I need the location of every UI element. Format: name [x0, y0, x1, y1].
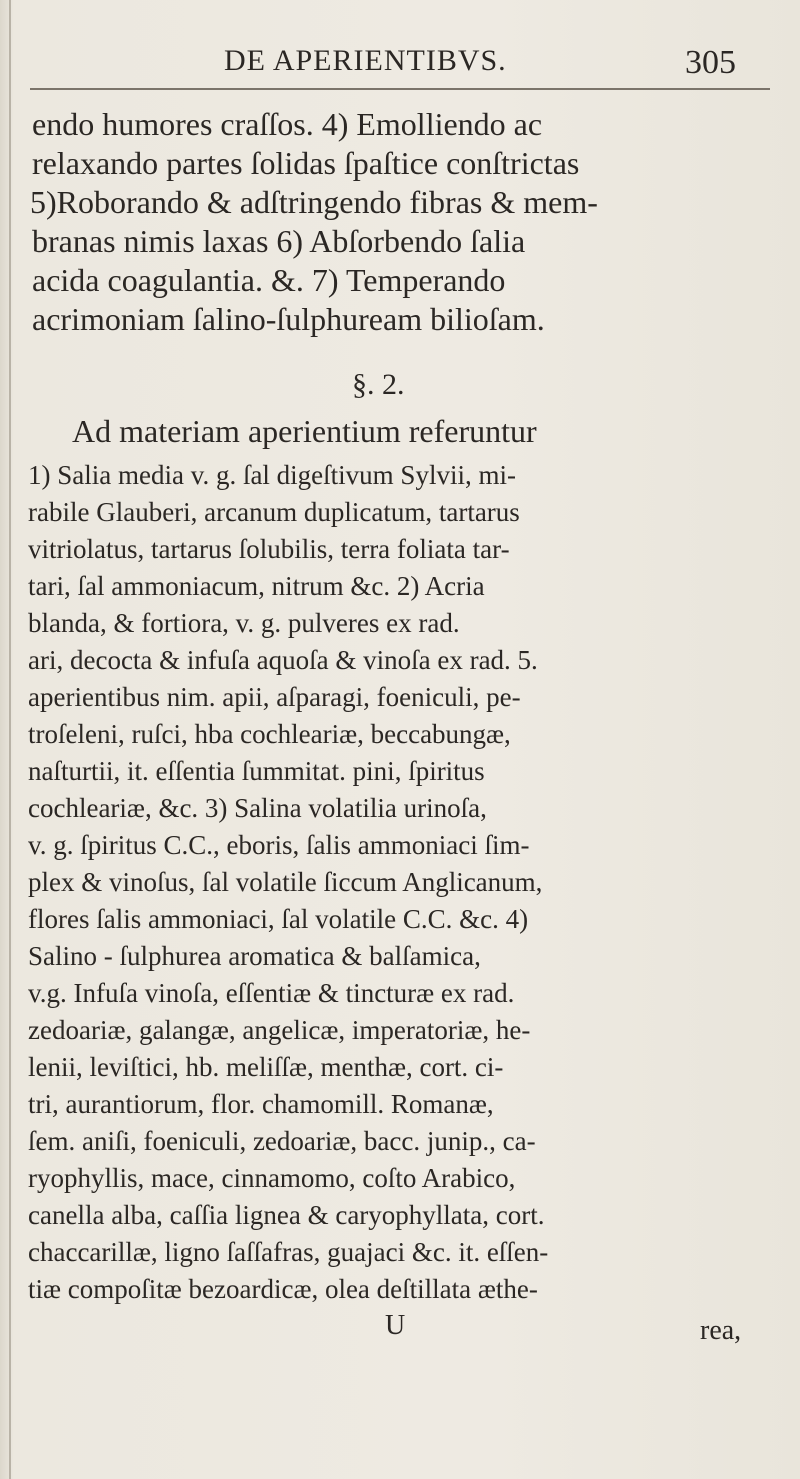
catchword: rea,	[700, 1315, 742, 1346]
text-line: rabile Glauberi, arcanum duplicatum, tartarus	[28, 497, 520, 527]
text-line: blanda, & fortiora, v. g. pulveres ex rad.	[28, 608, 460, 638]
signature-mark: U	[385, 1310, 406, 1341]
text-line: aperientibus nim. apii, aſparagi, foeniculi, pe-	[28, 682, 521, 712]
text-line: ſem. aniſi, foeniculi, zedoariæ, bacc. junip., ca-	[28, 1126, 536, 1156]
text-line: acida coagulantia. &. 7) Temperando	[32, 262, 506, 298]
text-line: tri, aurantiorum, flor. chamomill. Romanæ,	[28, 1089, 494, 1119]
text-line: canella alba, caſſia lignea & caryophyllata, cort.	[28, 1200, 545, 1230]
section-heading-line: Ad materiam aperientium referuntur	[72, 413, 537, 449]
text-line: branas nimis laxas 6) Abſorbendo ſalia	[32, 223, 526, 259]
text-line: ari, decocta & infuſa aquoſa & vinoſa ex rad. 5.	[28, 645, 538, 675]
text-line: ryophyllis, mace, cinnamomo, coſto Arabico,	[28, 1163, 516, 1193]
text-line: tari, ſal ammoniacum, nitrum &c. 2) Acria	[28, 571, 485, 601]
text-line: v. g. ſpiritus C.C., eboris, ſalis ammoniaci ſim-	[28, 830, 530, 860]
text-line: 1) Salia media v. g. ſal digeſtivum Sylvii, mi-	[28, 460, 516, 490]
text-line: plex & vinoſus, ſal volatile ſiccum Anglicanum,	[28, 867, 543, 897]
text-line: vitriolatus, tartarus ſolubilis, terra foliata tar-	[28, 534, 510, 564]
text-line: zedoariæ, galangæ, angelicæ, imperatoriæ, he-	[28, 1015, 531, 1045]
text-line: lenii, leviſtici, hb. meliſſæ, menthæ, cort. ci-	[28, 1052, 504, 1082]
text-line: endo humores craſſos. 4) Emolliendo ac	[32, 106, 543, 142]
text-line: cochleariæ, &c. 3) Salina volatilia urinoſa,	[28, 793, 487, 823]
section-mark: §. 2.	[352, 368, 405, 401]
page-number: 305	[685, 44, 736, 81]
text-line: acrimoniam ſalino-ſulphuream bilioſam.	[32, 301, 545, 337]
text-line: troſeleni, ruſci, hba cochleariæ, beccabungæ,	[28, 719, 511, 749]
text-line: tiæ compoſitæ bezoardicæ, olea deſtillata æthe-	[28, 1274, 538, 1304]
text-line: 5)Roborando & adſtringendo fibras & mem-	[30, 184, 598, 220]
text-line: Salino - ſulphurea aromatica & balſamica,	[28, 941, 481, 971]
text-line: v.g. Infuſa vinoſa, eſſentiæ & tincturæ ex rad.	[28, 978, 515, 1008]
text-line: chaccarillæ, ligno ſaſſafras, guajaci &c. it. eſſen-	[28, 1237, 549, 1267]
text-line: flores ſalis ammoniaci, ſal volatile C.C. &c. 4)	[28, 904, 529, 934]
text-line: relaxando partes ſolidas ſpaſtice conſtrictas	[32, 145, 580, 181]
text-line: naſturtii, it. eſſentia ſummitat. pini, ſpiritus	[28, 756, 485, 786]
running-head: DE APERIENTIBVS.	[224, 44, 507, 77]
